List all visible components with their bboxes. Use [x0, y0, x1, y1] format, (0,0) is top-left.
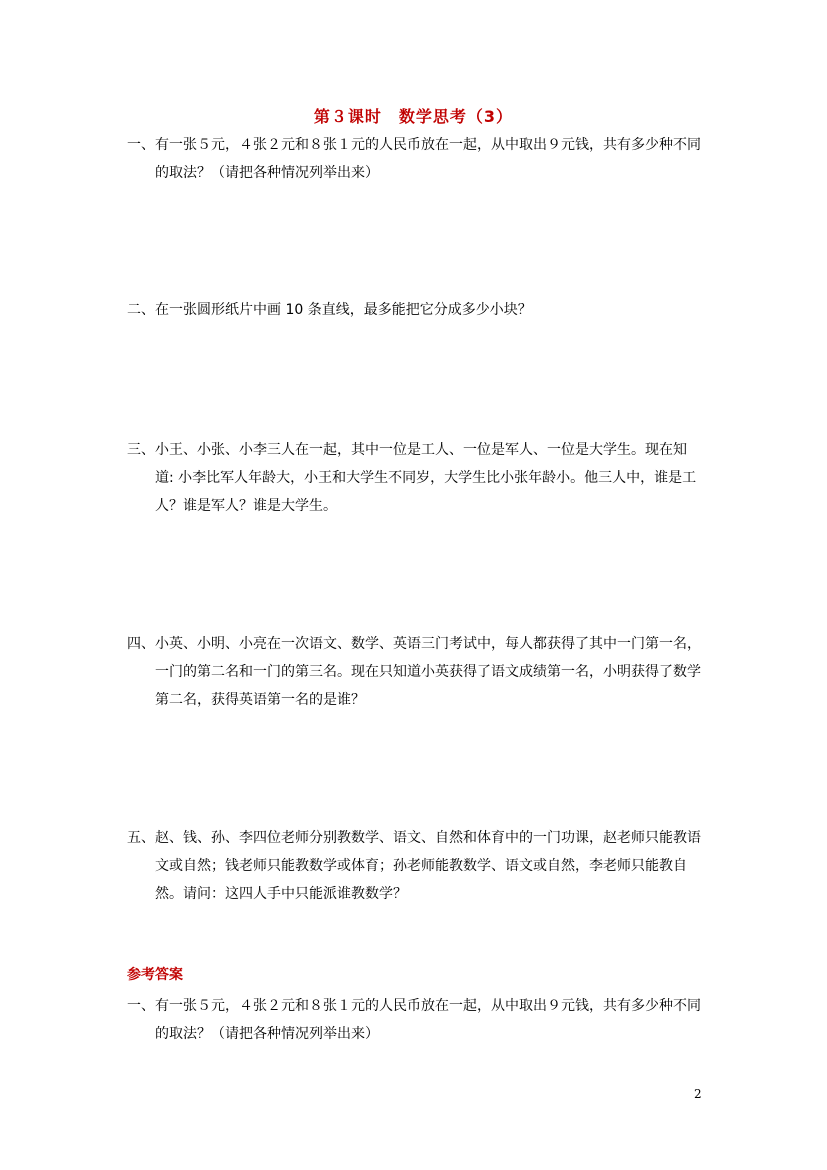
question-3-text: 三、小王、小张、小李三人在一起，其中一位是工人、一位是军人、一位是大学生。现在知道: 小李比军人年龄大，小王和大学生不同岁，大学生比小张年龄小。他三人中，谁是工人？谁是军人？谁是大学生。	[127, 442, 697, 514]
question-1-text: 一、有一张５元，４张２元和８张１元的人民币放在一起，从中取出９元钱，共有多少种不同的取法？（请把各种情况列举出来）	[127, 137, 701, 181]
question-5	[127, 824, 702, 908]
answers-heading: 参考答案	[127, 967, 183, 983]
answer-1	[127, 992, 702, 1048]
question-5-text: 五、赵、钱、孙、李四位老师分别教数学、语文、自然和体育中的一门功课，赵老师只能教语文或自然；钱老师只能教数学或体育；孙老师能教数学、语文或自然，李老师只能教自然。请问：这四人手中只能派谁教数学？	[127, 830, 701, 902]
question-4-text: 四、小英、小明、小亮在一次语文、数学、英语三门考试中，每人都获得了其中一门第一名，一门的第二名和一门的第三名。现在只知道小英获得了语文成绩第一名，小明获得了数学第二名，获得英语第一名的是谁？	[127, 636, 701, 708]
question-3	[127, 436, 702, 520]
question-2	[127, 296, 702, 324]
question-1	[127, 131, 702, 187]
answer-1-text: 一、有一张５元，４张２元和８张１元的人民币放在一起，从中取出９元钱，共有多少种不同的取法？（请把各种情况列举出来）	[127, 998, 701, 1042]
question-4	[127, 630, 702, 714]
page-number: 2	[694, 1087, 702, 1101]
question-2-text: 二、在一张圆形纸片中画 10 条直线，最多能把它分成多少小块？	[127, 302, 532, 318]
page-title: 第３课时 数学思考（3）	[313, 107, 514, 126]
